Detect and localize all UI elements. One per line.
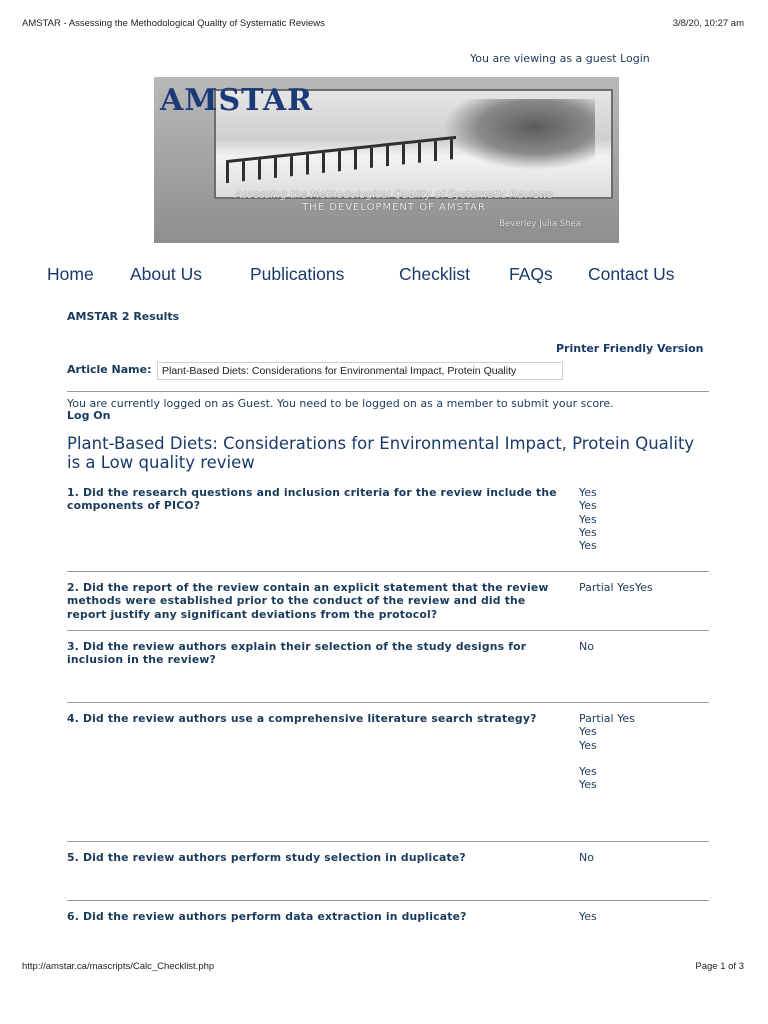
banner-fence <box>226 136 456 183</box>
amstar-logo: AMSTAR <box>160 83 314 118</box>
article-name-field[interactable] <box>157 362 563 380</box>
nav-home[interactable]: Home <box>47 264 94 284</box>
review-quality-heading: Plant-Based Diets: Considerations for Environmental Impact, Protein Quality is a Low quality review <box>67 434 695 472</box>
answer-4: Partial Yes Yes Yes Yes Yes <box>579 712 635 792</box>
divider <box>67 841 709 842</box>
divider <box>67 571 709 572</box>
divider <box>67 900 709 901</box>
print-footer <box>22 961 744 972</box>
print-footer-page: Page 1 of 3 <box>695 961 744 972</box>
print-header <box>22 18 744 29</box>
nav-contact-us[interactable]: Contact Us <box>588 264 675 284</box>
guest-status-text: You are viewing as a guest <box>470 52 617 65</box>
nav-checklist[interactable]: Checklist <box>399 264 470 284</box>
login-link[interactable]: Login <box>620 52 650 65</box>
printer-friendly-link[interactable]: Printer Friendly Version <box>556 342 704 355</box>
nav-publications[interactable]: Publications <box>250 264 345 284</box>
banner-subtitle: Assessing the Methodological Quality of Systematic Reviews <box>234 189 554 201</box>
divider <box>67 630 709 631</box>
question-1: 1. Did the research questions and inclusion criteria for the review include the components of PICO? <box>67 486 557 513</box>
nav-about-us[interactable]: About Us <box>130 264 202 284</box>
question-2: 2. Did the report of the review contain an explicit statement that the review methods were established prior to the conduct of the review and did the report justify any significant deviations from the protocol? <box>67 581 549 621</box>
login-notice: You are currently logged on as Guest. You need to be logged on as a member to submit your score. <box>67 397 614 410</box>
banner-author: Beverley Julia Shea <box>499 219 581 229</box>
question-6: 6. Did the review authors perform data extraction in duplicate? <box>67 910 467 923</box>
print-header-datetime: 3/8/20, 10:27 am <box>672 18 744 29</box>
main-nav <box>0 264 768 288</box>
answer-1: Yes Yes Yes Yes Yes <box>579 486 597 553</box>
results-title: AMSTAR 2 Results <box>67 310 180 323</box>
divider <box>67 702 709 703</box>
answer-6: Yes <box>579 910 597 923</box>
question-3: 3. Did the review authors explain their selection of the study designs for inclusion in the review? <box>67 640 527 667</box>
divider <box>67 391 709 392</box>
amstar-banner <box>154 77 619 243</box>
print-footer-url: http://amstar.ca/mascripts/Calc_Checklist.php <box>22 961 215 972</box>
print-header-title: AMSTAR - Assessing the Methodological Quality of Systematic Reviews <box>22 18 325 29</box>
banner-subtitle-2: THE DEVELOPMENT OF AMSTAR <box>302 202 486 213</box>
article-name-label: Article Name: <box>67 363 152 376</box>
guest-status <box>470 52 650 65</box>
log-on-link[interactable]: Log On <box>67 409 111 422</box>
question-5: 5. Did the review authors perform study selection in duplicate? <box>67 851 466 864</box>
banner-trees <box>445 99 595 169</box>
nav-faqs[interactable]: FAQs <box>509 264 553 284</box>
question-4: 4. Did the review authors use a comprehensive literature search strategy? <box>67 712 537 725</box>
answer-3: No <box>579 640 594 653</box>
answer-2: Partial YesYes <box>579 581 653 594</box>
answer-5: No <box>579 851 594 864</box>
